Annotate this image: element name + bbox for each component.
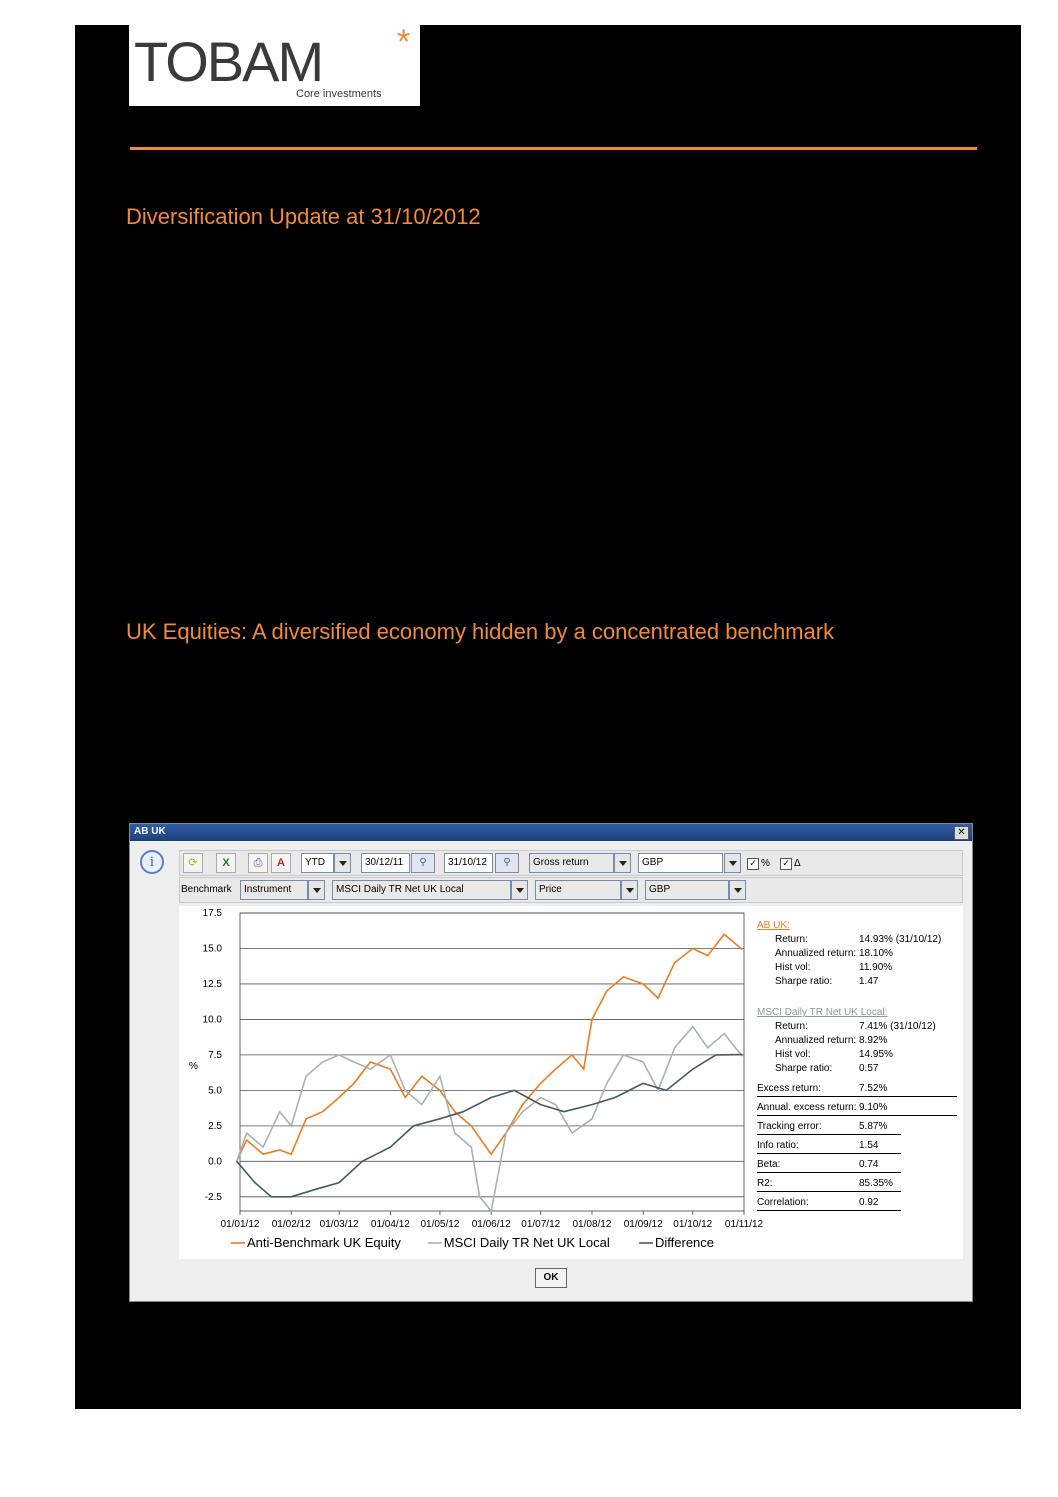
summary-stat-row — [757, 1177, 901, 1192]
stat-value: 1.54 — [859, 1140, 879, 1151]
basis-select[interactable]: Price — [535, 880, 621, 900]
stat-label: Annual. excess return: — [757, 1102, 857, 1113]
stat-label: Sharpe ratio: — [775, 976, 833, 987]
series-line — [237, 934, 743, 1161]
stat-value: 85.35% — [859, 1178, 893, 1189]
benchmark-stat-row — [757, 1062, 961, 1076]
ab-stat-row — [757, 933, 961, 947]
benchmark-currency-dropdown-icon[interactable] — [729, 880, 746, 900]
legend-label: MSCI Daily TR Net UK Local — [443, 1235, 610, 1250]
x-tick-label: 01/10/12 — [673, 1219, 713, 1230]
y-tick-label: 7.5 — [208, 1049, 222, 1061]
window-titlebar[interactable] — [130, 824, 972, 841]
benchmark-stats-title: MSCI Daily TR Net UK Local: — [757, 1007, 888, 1018]
x-tick-label: 01/06/12 — [471, 1219, 511, 1230]
excel-icon[interactable]: X — [216, 853, 236, 873]
print-icon[interactable]: ⎙ — [248, 853, 268, 873]
stat-label: Beta: — [757, 1159, 781, 1170]
y-tick-label: 5.0 — [208, 1085, 222, 1097]
x-tick-label: 01/05/12 — [420, 1219, 460, 1230]
end-calendar-icon[interactable]: ⚲ — [495, 853, 519, 873]
stat-label: Annualized return: — [775, 1035, 857, 1046]
benchmark-index-select[interactable]: MSCI Daily TR Net UK Local — [332, 880, 511, 900]
summary-stat-row — [757, 1158, 901, 1173]
currency-select[interactable]: GBP — [638, 853, 723, 873]
return-type-dropdown-icon[interactable] — [614, 853, 631, 873]
start-calendar-icon[interactable]: ⚲ — [411, 853, 435, 873]
stat-value: 9.10% — [859, 1102, 888, 1113]
stat-value: 14.93% (31/10/12) — [859, 934, 942, 945]
stat-label: Tracking error: — [757, 1121, 822, 1132]
benchmark-type-dropdown-icon[interactable] — [308, 880, 325, 900]
return-type-select[interactable]: Gross return — [529, 853, 614, 873]
benchmark-index-dropdown-icon[interactable] — [511, 880, 528, 900]
ab-stat-row — [757, 975, 961, 989]
update-heading: Diversification Update at 31/10/2012 — [126, 204, 481, 229]
info-icon[interactable]: i — [140, 850, 164, 874]
start-date-field[interactable]: 30/12/11 — [361, 853, 410, 873]
legend-label: Anti-Benchmark UK Equity — [247, 1235, 401, 1250]
legend-label: Difference — [655, 1235, 715, 1250]
stat-label: Return: — [775, 1021, 808, 1032]
stat-value: 1.47 — [859, 976, 879, 987]
stat-label: R2: — [757, 1178, 773, 1189]
close-button[interactable]: ✕ — [954, 826, 969, 840]
refresh-icon[interactable]: ⟳ — [183, 853, 203, 873]
y-tick-label: 10.0 — [202, 1014, 222, 1026]
ok-button[interactable]: OK — [535, 1268, 567, 1288]
section-heading: UK Equities: A diversified economy hidden by a concentrated benchmark — [126, 619, 835, 644]
summary-stat-row — [757, 1139, 901, 1154]
x-tick-label: 01/09/12 — [623, 1219, 663, 1230]
summary-stat-row — [757, 1082, 957, 1097]
pdf-icon[interactable]: A — [271, 853, 291, 873]
logo-tagline: Core investments — [296, 88, 382, 100]
summary-stat-row — [757, 1101, 957, 1116]
end-date-field[interactable]: 31/10/12 — [444, 853, 493, 873]
period-select[interactable]: YTD — [301, 853, 334, 873]
window-title: AB UK — [134, 826, 166, 837]
x-tick-label: 01/02/12 — [271, 1219, 311, 1230]
benchmark-label: Benchmark — [181, 884, 232, 895]
benchmark-type-select[interactable]: Instrument — [240, 880, 308, 900]
x-tick-label: 01/11/12 — [724, 1219, 764, 1230]
ab-stat-row — [757, 947, 961, 961]
stat-label: Return: — [775, 934, 808, 945]
y-tick-label: 17.5 — [202, 908, 222, 919]
tobam-logo — [129, 25, 420, 106]
summary-stat-row — [757, 1196, 901, 1211]
stats-panel — [757, 918, 961, 1215]
asterisk-icon: * — [397, 23, 411, 61]
x-tick-label: 01/01/12 — [220, 1219, 260, 1230]
y-tick-label: 15.0 — [202, 943, 222, 955]
stat-label: Hist vol: — [775, 1049, 811, 1060]
y-axis-label: % — [189, 1060, 198, 1072]
x-tick-label: 01/07/12 — [521, 1219, 561, 1230]
benchmark-stat-row — [757, 1048, 961, 1062]
y-tick-label: 0.0 — [208, 1156, 222, 1168]
header-rule — [130, 147, 977, 150]
series-line — [237, 1027, 743, 1212]
stat-value: 5.87% — [859, 1121, 888, 1132]
stat-label: Hist vol: — [775, 962, 811, 973]
stat-label: Excess return: — [757, 1083, 821, 1094]
ab-stats-title: AB UK: — [757, 920, 790, 931]
stat-label: Sharpe ratio: — [775, 1063, 833, 1074]
basis-dropdown-icon[interactable] — [621, 880, 638, 900]
percent-label: % — [761, 858, 770, 869]
chart-panel — [179, 906, 963, 1259]
y-tick-label: 2.5 — [208, 1120, 222, 1132]
delta-checkbox[interactable]: ✓ — [780, 858, 792, 870]
stat-value: 0.57 — [859, 1063, 879, 1074]
currency-dropdown-icon[interactable] — [724, 853, 741, 873]
stat-value: 8.92% — [859, 1035, 888, 1046]
y-tick-label: 12.5 — [202, 978, 222, 990]
stat-value: 11.90% — [859, 962, 893, 973]
period-dropdown-icon[interactable] — [334, 853, 351, 873]
x-tick-label: 01/08/12 — [572, 1219, 612, 1230]
stat-value: 7.41% (31/10/12) — [859, 1021, 936, 1032]
stat-value: 0.92 — [859, 1197, 879, 1208]
logo-wordmark: TOBAM — [134, 30, 323, 93]
x-tick-label: 01/04/12 — [370, 1219, 410, 1230]
delta-label: Δ — [794, 858, 801, 869]
stat-label: Correlation: — [757, 1197, 809, 1208]
ab-stat-row — [757, 961, 961, 975]
stat-value: 0.74 — [859, 1159, 879, 1170]
benchmark-stat-row — [757, 1034, 961, 1048]
summary-stat-row — [757, 1120, 901, 1135]
stat-value: 7.52% — [859, 1083, 888, 1094]
x-tick-label: 01/03/12 — [319, 1219, 359, 1230]
benchmark-currency-select[interactable]: GBP — [645, 880, 729, 900]
app-window — [129, 823, 973, 1302]
stat-label: Annualized return: — [775, 948, 857, 959]
stat-label: Info ratio: — [757, 1140, 799, 1151]
benchmark-stat-row — [757, 1020, 961, 1034]
y-tick-label: -2.5 — [204, 1191, 222, 1203]
percent-checkbox[interactable]: ✓ — [747, 858, 759, 870]
stat-value: 14.95% — [859, 1049, 893, 1060]
stat-value: 18.10% — [859, 948, 893, 959]
